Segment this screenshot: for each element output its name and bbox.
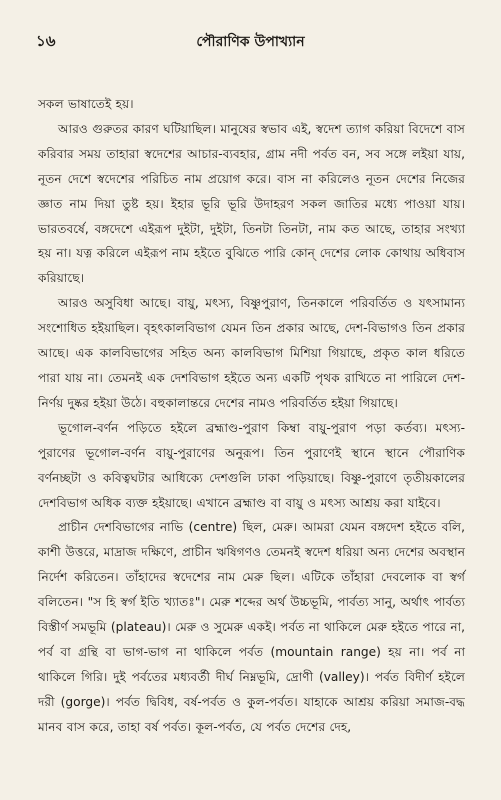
paragraph: আরও গুরুতর কারণ ঘটিয়াছিল। মানুষের স্বভাব এই, স্বদেশ ত্যাগ করিয়া বিদেশে বাস করিবার সময় তাহারা স্বদেশের আচার-ব্যবহার, গ্রাম নদী পর্বত বন, সব সঙ্গে লইয়া যায়, নূতন দেশে স্বদেশের পরিচিত নাম প্রয়োগ করে। বাস না করিলেও নূতন দেশের নিজের জ্ঞাত নাম দিয়া তুষ্ট হয়। ইহার ভূরি ভূরি উদাহরণ সকল জাতির মধ্যে পাওয়া যায়। ভারতবর্ষে, বঙ্গদেশে এইরূপ দুইটা, দুইটা, তিনটা তিনটা, নাম কত আছে, তাহার সংখ্যা হয় না। যত্ন করিলে এইরূপ নাম হইতে বুঝিতে পারি কোন্ দেশের লোক কোথায় অধিবাস করিয়াছে। — [38, 121, 465, 286]
paragraph: সকল ভাষাতেই হয়। — [38, 97, 134, 111]
running-title: পৌরাণিক উপাখ্যান — [196, 34, 305, 50]
page-number: ১৬ — [36, 32, 56, 50]
paragraph: ভূগোল-বর্ণন পড়িতে হইলে ব্রহ্মাণ্ড-পুরাণ কিম্বা বায়ু-পুরাণ পড়া কর্তব্য। মৎস্য-পুরাণের ভূগোল-বর্ণন বায়ু-পুরাণের অনুরূপ। তিন পুরাণেই স্থানে স্থানে পৌরাণিক বর্ণনচ্ছটা ও কবিত্বঘটার আধিক্যে দেশগুলি ঢাকা পড়িয়াছে। বিষ্ণু-পুরাণে তৃতীয়কালের দেশবিভাগ অধিক ব্যক্ত হইয়াছে। এখানে ব্রহ্মাণ্ড বা বায়ু ও মৎস্য আশ্রয় করা যাইবে। — [38, 420, 465, 510]
page-body — [38, 92, 465, 740]
paragraph: আরও অসুবিধা আছে। বায়ু, মৎস্য, বিষ্ণুপুরাণ, তিনকালে পরিবর্তিত ও যৎসামান্য সংশোধিত হইয়াছিল। বৃহৎকালবিভাগ যেমন তিন প্রকার আছে, দেশ-বিভাগও তিন প্রকার আছে। এক কালবিভাগের সহিত অন্য কালবিভাগ মিশিয়া গিয়াছে, প্রকৃত কাল ধরিতে পারা যায় না। তেমনই এক দেশবিভাগ হইতে অন্য একটি পৃথক রাখিতে না পারিলে দেশ-নির্ণয় দুষ্কর হইয়া উঠে। বহুকালান্তরে দেশের নামও পরিবর্তিত হইয়া গিয়াছে। — [38, 296, 465, 410]
paragraph: প্রাচীন দেশবিভাগের নাভি (centre) ছিল, মেরু। আমরা যেমন বঙ্গদেশ হইতে বলি, কাশী উত্তরে, মাদ্রাজ দক্ষিণে, প্রাচীন ঋষিগণও তেমনই স্বদেশ ধরিয়া অন্য দেশের অবস্থান নির্দেশ করিতেন। তাঁহাদের স্বদেশের নাম মেরু ছিল। এটিকে তাঁহারা দেবলোক বা স্বর্গ বলিতেন। "স হি স্বর্গ ইতি খ্যাতঃ"। মেরু শব্দের অর্থ উচ্চভূমি, পার্বত্য সানু, অর্থাৎ পার্বত্য বিস্তীর্ণ সমভূমি (plateau)। মেরু ও সুমেরু একই। পর্বত না থাকিলে মেরু হইতে পারে না, পর্ব বা গ্রন্থি বা ভাগ-ভাগ না থাকিলে পর্বত (mountain range) হয় না। পর্ব না থাকিলে গিরি। দুই পর্বতের মধ্যবর্তী দীর্ঘ নিম্নভূমি, দ্রোণী (valley)। পর্বত বিদীর্ণ হইলে দরী (gorge)। পর্বত দ্বিবিধ, বর্ষ-পর্বত ও কুল-পর্বত। যাহাকে আশ্রয় করিয়া সমাজ-বদ্ধ মানব বাস করে, তাহা বর্ষ পর্বত। কূল-পর্বত, যে পর্বত দেশের দেহ, — [38, 520, 465, 734]
page-header — [36, 30, 465, 54]
